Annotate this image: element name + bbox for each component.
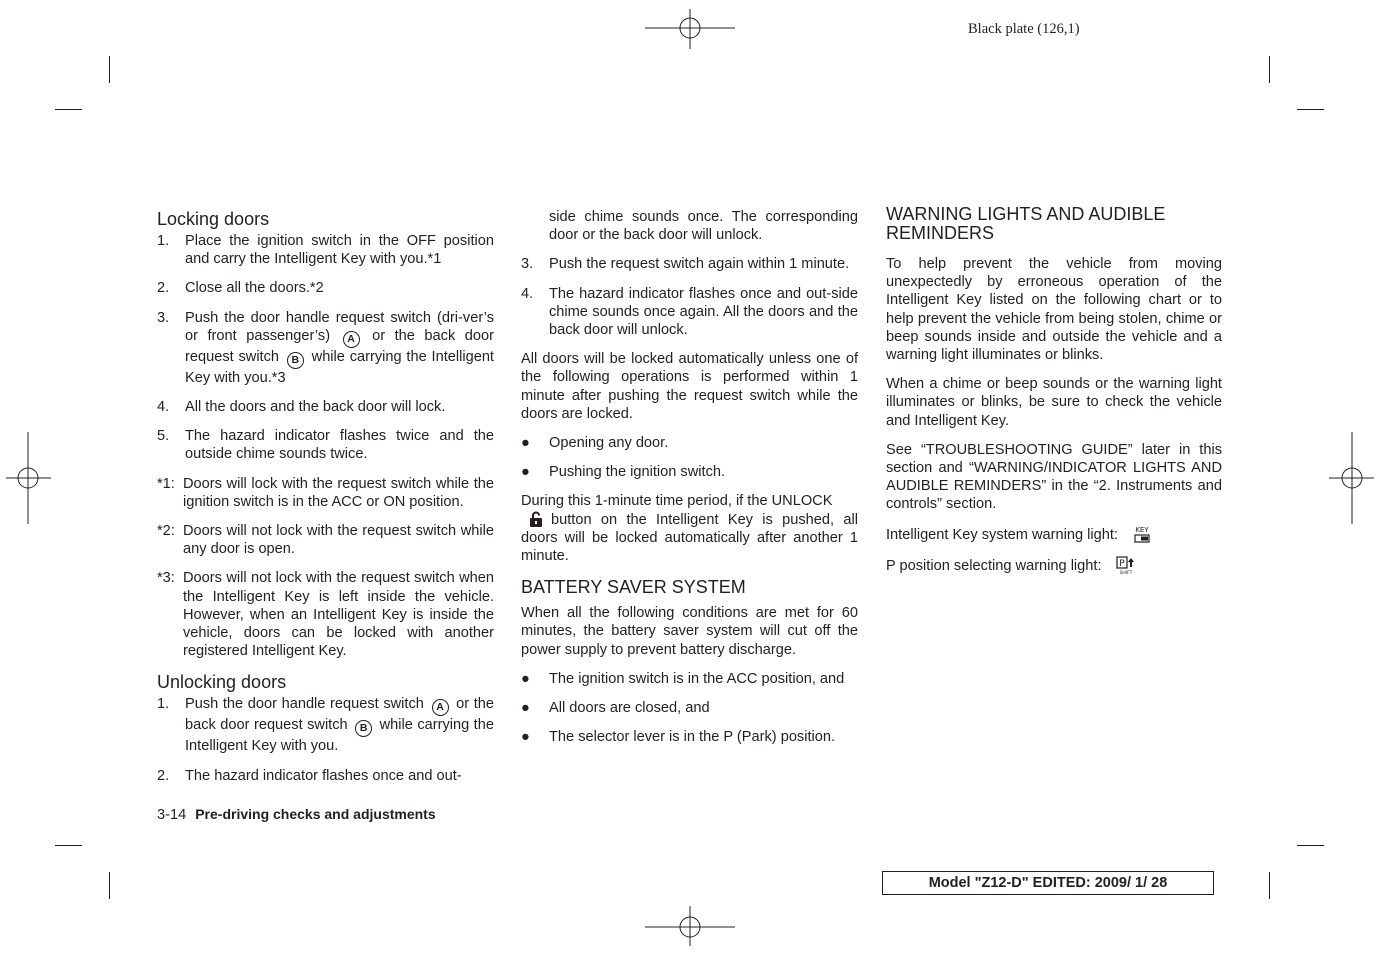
key-icon-label: KEY xyxy=(1135,525,1149,534)
step-text: while carrying the Intelligent Key with you.*3 xyxy=(185,348,494,386)
footnote-number: *3: xyxy=(157,570,175,587)
column-left xyxy=(157,200,494,796)
locking-doors-heading: Locking doors xyxy=(157,209,270,229)
unlocking-step-3 xyxy=(521,255,858,273)
unlocking-step-2-continued: side chime sounds once. The corresponding door or the back door will unlock. xyxy=(549,209,858,244)
bullet-dot: ● xyxy=(521,700,530,717)
locking-step-2 xyxy=(157,279,494,297)
bullet-dot: ● xyxy=(521,464,530,481)
step-text: Place the ignition switch in the OFF position and carry the Intelligent Key with you.*1 xyxy=(185,233,494,268)
bullet-item xyxy=(521,463,858,481)
registration-mark-bottom xyxy=(645,906,735,946)
bullet-item xyxy=(521,699,858,717)
warning-lights-heading: WARNING LIGHTS AND AUDIBLE REMINDERS xyxy=(886,204,1166,243)
battery-saver-paragraph: When all the following conditions are met for 60 minutes, the battery saver system will cut off the power supply to prevent battery discharge. xyxy=(521,605,858,658)
bullet-item xyxy=(521,670,858,688)
marker-a-icon: A xyxy=(432,699,449,716)
bullet-text: All doors are closed, and xyxy=(549,700,710,717)
p-icon-sub: SHIFT xyxy=(1119,570,1133,576)
step-text: The hazard indicator flashes once and out- xyxy=(185,767,462,784)
key-warning-icon xyxy=(1132,525,1152,545)
footnote-2 xyxy=(157,522,494,558)
bullet-text: The selector lever is in the P (Park) position. xyxy=(549,729,836,746)
section-title: Pre-driving checks and adjustments xyxy=(195,806,436,822)
step-text: Close all the doors.*2 xyxy=(185,280,324,297)
column-right xyxy=(886,205,1222,587)
locking-step-4 xyxy=(157,398,494,416)
model-edit-box: Model "Z12-D" EDITED: 2009/ 1/ 28 xyxy=(882,871,1214,895)
locking-step-1 xyxy=(157,232,494,268)
step-text: All the doors and the back door will lock. xyxy=(185,399,446,416)
bullet-dot: ● xyxy=(521,729,530,746)
locking-step-5 xyxy=(157,427,494,463)
step-text: or the back door request switch xyxy=(185,327,494,365)
step-text: Push the door handle request switch xyxy=(185,696,424,713)
p-icon-label: P xyxy=(1118,558,1125,569)
step-number: 5. xyxy=(157,428,170,445)
marker-a-icon: A xyxy=(343,331,360,348)
footnote-3 xyxy=(157,569,494,660)
unlocking-step-1 xyxy=(157,695,494,755)
registration-mark-left xyxy=(6,432,51,524)
step-number: 1. xyxy=(157,233,170,249)
bullet-item xyxy=(521,728,858,746)
bullet-text: The ignition switch is in the ACC position, and xyxy=(549,670,845,687)
step-text: The hazard indicator flashes once and out-side chime sounds once again. All the doors and the back door will unlock. xyxy=(549,285,858,339)
key-warning-text: Intelligent Key system warning light: xyxy=(886,526,1118,543)
marker-b-icon: B xyxy=(355,720,372,737)
battery-saver-heading: BATTERY SAVER SYSTEM xyxy=(521,577,746,598)
step-text: Push the door handle request switch (dri-ver’s or front passenger’s) xyxy=(185,309,494,344)
p-warning-text: P position selecting warning light: xyxy=(886,557,1102,574)
step-number: 4. xyxy=(521,285,534,302)
column-middle xyxy=(521,208,858,757)
registration-mark-top xyxy=(645,9,735,49)
step-text: or the back door request switch xyxy=(185,696,494,734)
unlock-icon xyxy=(529,511,543,527)
unlock-period-paragraph xyxy=(521,492,858,565)
auto-lock-paragraph: All doors will be locked automatically unless one of the following operations is performed within 1 minute after pushing the request switch while the doors are locked. xyxy=(521,351,858,422)
step-text: Push the request switch again within 1 minute. xyxy=(549,256,850,273)
key-warning-line xyxy=(886,525,1222,545)
step-number: 2. xyxy=(157,767,170,784)
bullet-text: Opening any door. xyxy=(549,435,669,452)
page-footer xyxy=(157,806,436,823)
plate-info: Black plate (126,1) xyxy=(968,21,1080,37)
step-number: 2. xyxy=(157,280,170,297)
step-number: 3. xyxy=(157,309,170,326)
footnote-text: Doors will lock with the request switch while the ignition switch is in the ACC or ON position. xyxy=(183,475,494,510)
step-text: while carrying the Intelligent Key with you. xyxy=(185,717,494,755)
warning-paragraph-3: See “TROUBLESHOOTING GUIDE” later in this section and “WARNING/INDICATOR LIGHTS AND AUDIBLE REMINDERS” in the “2. Instruments and controls” section. xyxy=(886,441,1222,513)
locking-step-3 xyxy=(157,309,494,387)
bullet-text: Pushing the ignition switch. xyxy=(549,464,726,481)
warning-paragraph-2: When a chime or beep sounds or the warning light illuminates or blinks, be sure to check the vehicle and Intelligent Key. xyxy=(886,376,1222,429)
paragraph-text: During this 1-minute time period, if the UNLOCK xyxy=(521,493,833,510)
unlocking-step-4 xyxy=(521,285,858,340)
unlocking-doors-heading: Unlocking doors xyxy=(157,672,287,693)
unlocking-step-2 xyxy=(157,767,494,785)
footnote-number: *1: xyxy=(157,475,175,492)
step-text: The hazard indicator flashes twice and the outside chime sounds twice. xyxy=(185,428,494,463)
bullet-item xyxy=(521,434,858,452)
warning-paragraph-1: To help prevent the vehicle from moving unexpectedly by erroneous operation of the Intelligent Key listed on the following chart or to help prevent the vehicle from being stolen, chime or beep sounds inside and outside the vehicle and a warning light illuminates or blinks. xyxy=(886,256,1222,364)
paragraph-text: button on the Intelligent Key is pushed, all doors will be locked automatically after another 1 minute. xyxy=(521,511,858,565)
p-shift-warning-icon xyxy=(1116,556,1136,576)
page-number: 3-14 xyxy=(157,807,187,823)
bullet-dot: ● xyxy=(521,435,530,452)
registration-mark-right xyxy=(1329,432,1374,524)
step-number: 3. xyxy=(521,256,534,273)
footnote-text: Doors will not lock with the request switch when the Intelligent Key is left inside the vehicle. However, when an Intelligent Key is inside the vehicle, doors can be locked with another registered Intelligent Key. xyxy=(183,570,494,660)
step-number: 4. xyxy=(157,399,170,416)
footnote-1 xyxy=(157,475,494,511)
p-position-warning-line xyxy=(886,556,1222,576)
footnote-number: *2: xyxy=(157,523,175,540)
step-number: 1. xyxy=(157,696,170,713)
footnote-text: Doors will not lock with the request switch while any door is open. xyxy=(183,523,494,558)
bullet-dot: ● xyxy=(521,670,530,687)
marker-b-icon: B xyxy=(287,352,304,369)
